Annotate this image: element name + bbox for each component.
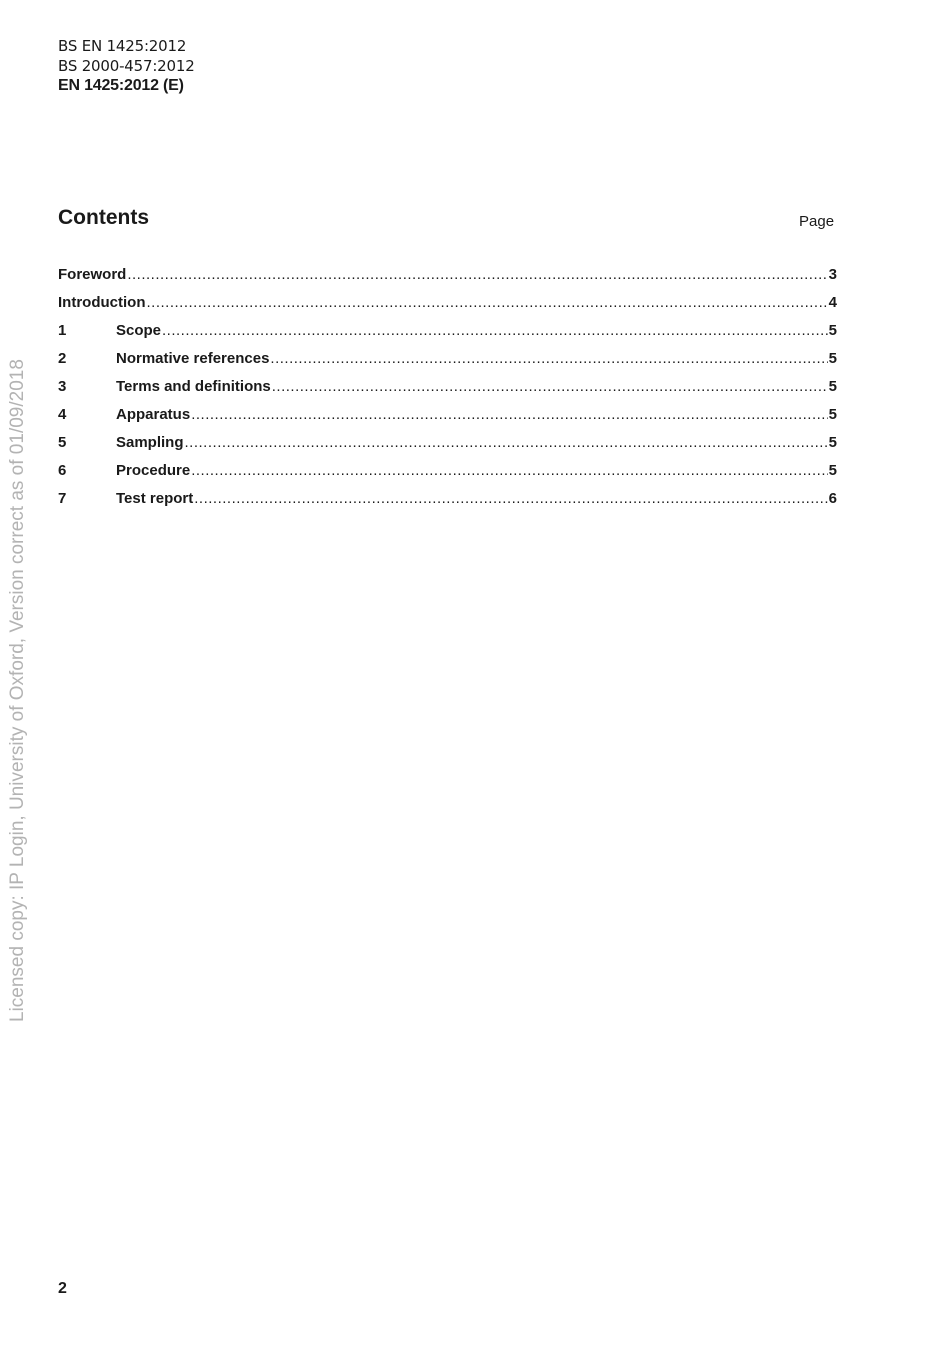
toc-leader-dots (185, 434, 828, 451)
toc-entry-title: Scope (116, 322, 162, 339)
toc-entry-page: 5 (828, 322, 837, 339)
toc-entry-page: 5 (828, 406, 837, 423)
toc-entry-number: 6 (58, 462, 67, 479)
toc-entry-scope[interactable] (58, 322, 837, 350)
toc-entry-apparatus[interactable] (58, 406, 837, 434)
toc-entry-page: 5 (828, 462, 837, 479)
table-of-contents (58, 266, 837, 518)
toc-entry-title: Test report (116, 490, 194, 507)
toc-entry-page: 6 (828, 490, 837, 507)
toc-entry-foreword[interactable] (58, 266, 837, 294)
toc-leader-dots (191, 462, 827, 479)
toc-leader-dots (127, 266, 827, 283)
toc-entry-sampling[interactable] (58, 434, 837, 462)
toc-entry-page: 4 (828, 294, 837, 311)
toc-entry-title: Introduction (58, 294, 146, 311)
toc-entry-page: 5 (828, 378, 837, 395)
toc-entry-title: Normative references (116, 350, 270, 367)
toc-entry-number: 2 (58, 350, 67, 367)
document-id-bs-en: BS EN 1425:2012 (58, 37, 187, 55)
toc-entry-number: 7 (58, 490, 67, 507)
toc-entry-normative-references[interactable] (58, 350, 837, 378)
toc-entry-test-report[interactable] (58, 490, 837, 518)
toc-entry-title: Apparatus (116, 406, 191, 423)
page-column-heading: Page (799, 213, 835, 230)
toc-leader-dots (162, 322, 828, 339)
toc-entry-introduction[interactable] (58, 294, 837, 322)
toc-entry-number: 4 (58, 406, 67, 423)
toc-entry-page: 5 (828, 350, 837, 367)
toc-entry-terms-and-definitions[interactable] (58, 378, 837, 406)
toc-leader-dots (191, 406, 827, 423)
contents-heading: Contents (58, 206, 149, 229)
page-number: 2 (58, 1280, 67, 1297)
toc-entry-page: 5 (828, 434, 837, 451)
toc-entry-procedure[interactable] (58, 462, 837, 490)
toc-entry-number: 1 (58, 322, 67, 339)
toc-leader-dots (194, 490, 827, 507)
toc-leader-dots (270, 350, 827, 367)
toc-entry-title: Terms and definitions (116, 378, 271, 395)
toc-entry-title: Foreword (58, 266, 127, 283)
license-watermark: Licensed copy: IP Login, University of Oxford, Version correct as of 01/09/2018 (7, 359, 28, 1022)
document-id-bs: BS 2000-457:2012 (58, 57, 195, 75)
toc-entry-title: Sampling (116, 434, 184, 451)
toc-entry-page: 3 (828, 266, 837, 283)
document-identifier-block (58, 36, 195, 96)
toc-entry-title: Procedure (116, 462, 191, 479)
toc-leader-dots (146, 294, 827, 311)
document-id-en: EN 1425:2012 (E) (58, 77, 184, 94)
toc-entry-number: 3 (58, 378, 67, 395)
toc-leader-dots (272, 378, 828, 395)
toc-entry-number: 5 (58, 434, 67, 451)
